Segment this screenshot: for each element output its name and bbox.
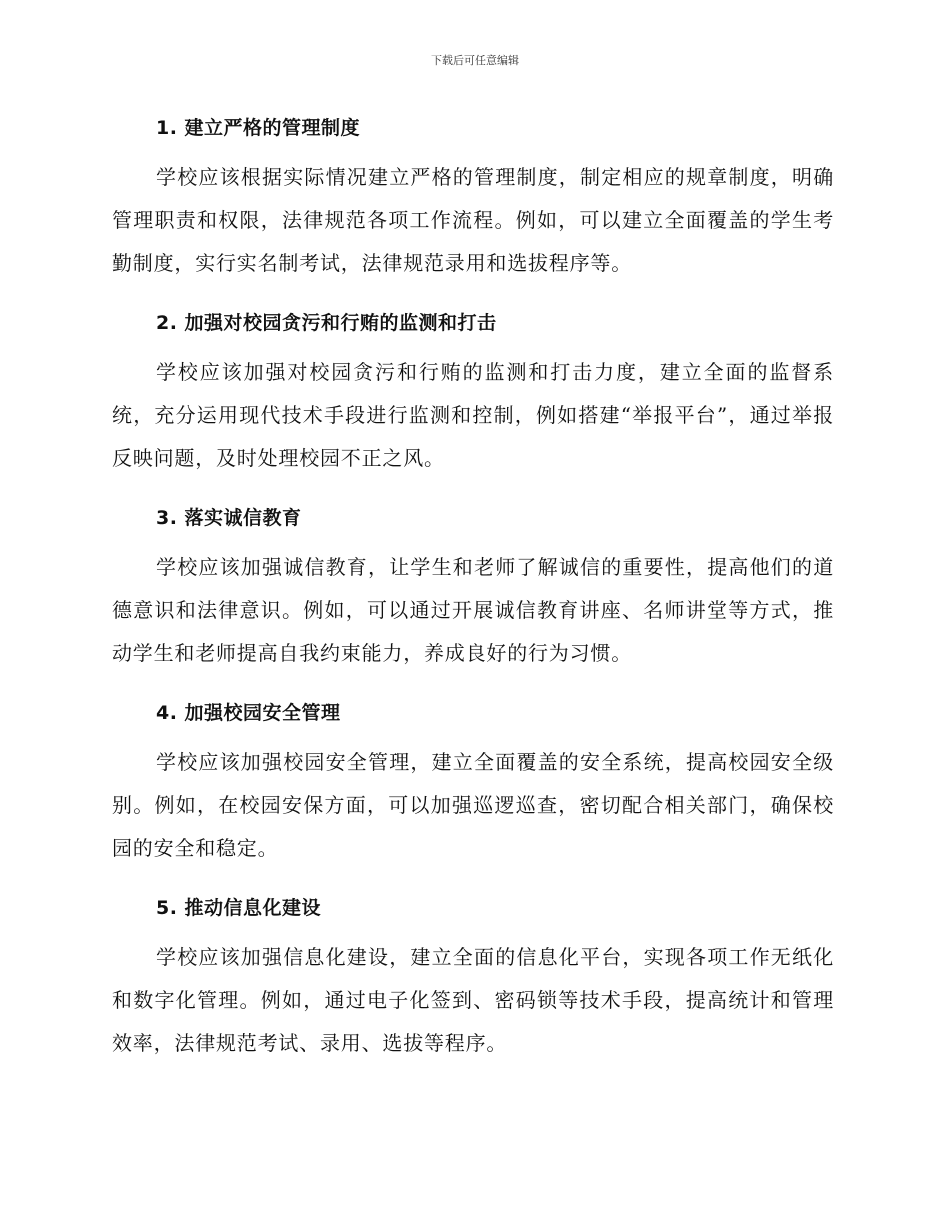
section-paragraph: 学校应该根据实际情况建立严格的管理制度，制定相应的规章制度，明确管理职责和权限，法律规范各项工作流程。例如，可以建立全面覆盖的学生考勤制度，实行实名制考试，法律规范录用和选拔程序等。 (112, 165, 834, 275)
section-heading: 1. 建立严格的管理制度 (156, 117, 361, 139)
section-paragraph: 学校应该加强信息化建设，建立全面的信息化平台，实现各项工作无纸化和数字化管理。例如，通过电子化签到、密码锁等技术手段，提高统计和管理效率，法律规范考试、录用、选拔等程序。 (112, 945, 834, 1055)
section-heading: 3. 落实诚信教育 (156, 507, 302, 529)
section-heading: 5. 推动信息化建设 (156, 897, 322, 919)
section-5 (112, 892, 834, 1065)
section-heading: 4. 加强校园安全管理 (156, 702, 341, 724)
section-heading: 2. 加强对校园贪污和行贿的监测和打击 (156, 312, 497, 334)
document-content (112, 112, 834, 1087)
page-header-note: 下载后可任意编辑 (431, 54, 519, 67)
section-1 (112, 112, 834, 285)
section-4 (112, 697, 834, 870)
section-3 (112, 502, 834, 675)
section-paragraph: 学校应该加强校园安全管理，建立全面覆盖的安全系统，提高校园安全级别。例如，在校园安保方面，可以加强巡逻巡查，密切配合相关部门，确保校园的安全和稳定。 (112, 750, 834, 860)
section-paragraph: 学校应该加强诚信教育，让学生和老师了解诚信的重要性，提高他们的道德意识和法律意识。例如，可以通过开展诚信教育讲座、名师讲堂等方式，推动学生和老师提高自我约束能力，养成良好的行为习惯。 (112, 555, 834, 665)
section-paragraph: 学校应该加强对校园贪污和行贿的监测和打击力度，建立全面的监督系统，充分运用现代技术手段进行监测和控制，例如搭建“举报平台”，通过举报反映问题，及时处理校园不正之风。 (112, 360, 834, 470)
section-2 (112, 307, 834, 480)
